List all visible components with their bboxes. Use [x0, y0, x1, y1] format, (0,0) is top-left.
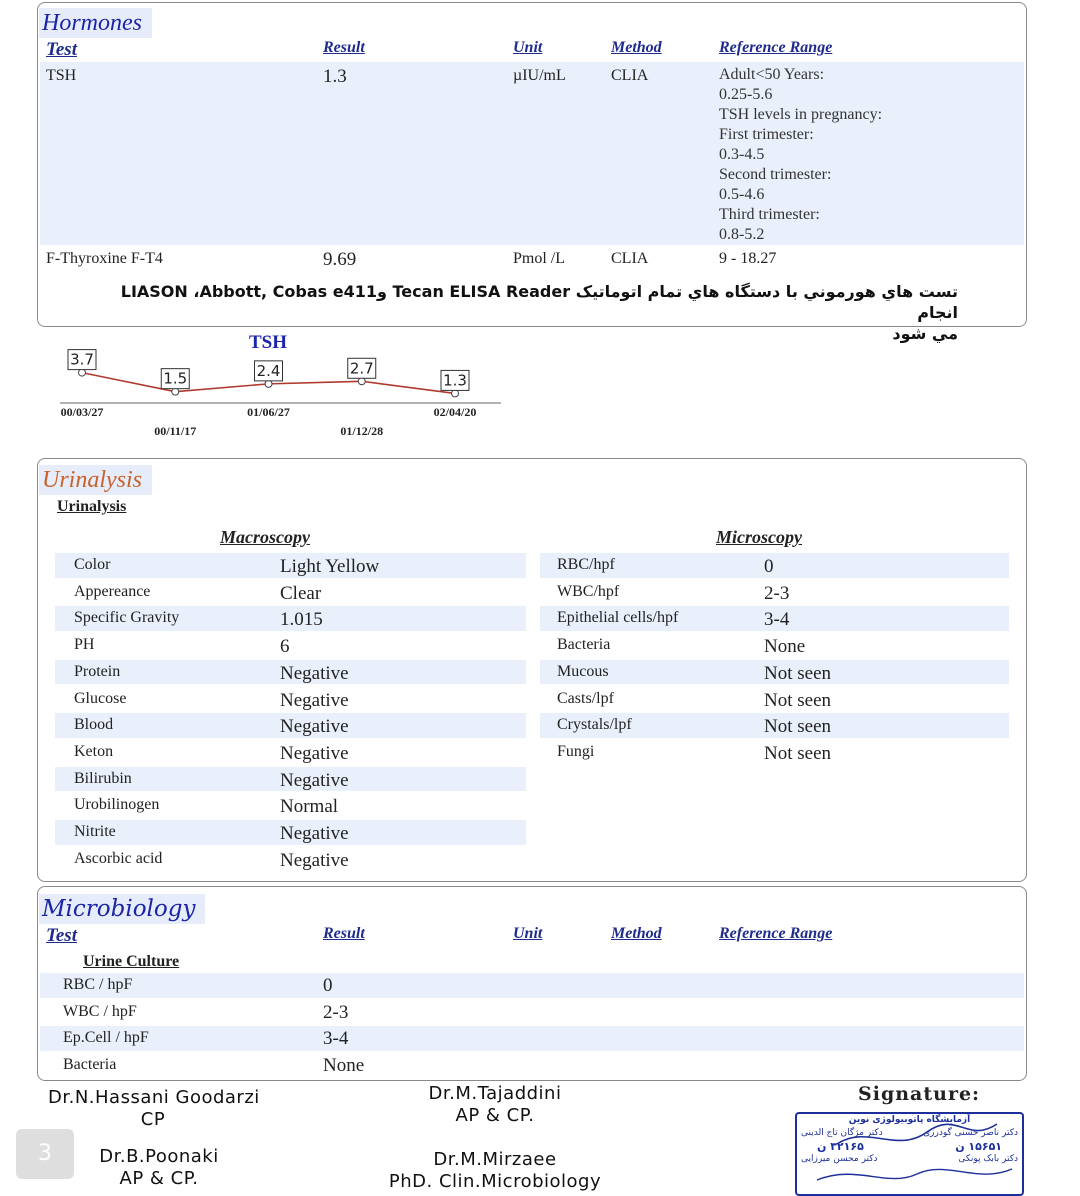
table-row: [55, 633, 526, 658]
doctor-4: [365, 1149, 625, 1193]
header-reference: Reference Range: [719, 39, 833, 56]
micro-header-result: Result: [323, 925, 365, 942]
stamp-line: دکتر بابک پونکی: [958, 1154, 1018, 1164]
table-row: [55, 847, 526, 872]
row-label: Protein: [74, 662, 121, 680]
tsh-reference-range: [719, 65, 882, 245]
row-value: Not seen: [764, 742, 832, 764]
doctor-name: Dr.N.Hassani Goodarzi: [48, 1087, 260, 1108]
table-row: [55, 606, 526, 631]
tsh-ref-line: 0.25-5.6: [719, 86, 773, 103]
row-label: Blood: [74, 716, 114, 734]
ft4-result: 9.69: [323, 249, 357, 270]
chart-title: TSH: [248, 332, 288, 353]
data-label: 3.7: [70, 350, 94, 369]
tsh-ref-line: 0.5-4.6: [719, 186, 765, 203]
table-row: [55, 793, 526, 818]
tsh-ref-line: 0.8-5.2: [719, 226, 765, 243]
row-value: Not seen: [764, 716, 832, 738]
row-label: Urobilinogen: [74, 796, 160, 814]
row-value: Normal: [280, 796, 339, 818]
culture-result: None: [323, 1054, 365, 1076]
doctor-2: [390, 1083, 600, 1127]
table-row: [40, 1000, 1024, 1025]
table-row: [40, 1053, 1024, 1078]
stamp-line: دکتر مژگان تاج الدینی: [801, 1128, 883, 1138]
row-label: Mucous: [557, 662, 609, 680]
row-label: Fungi: [557, 742, 595, 760]
doctor-3: [54, 1146, 264, 1190]
table-row: [55, 580, 526, 605]
row-value: 0: [764, 556, 774, 577]
note-line-2: مي شود: [892, 324, 958, 343]
table-row: [55, 687, 526, 712]
tsh-result: 1.3: [323, 66, 347, 87]
header-unit: Unit: [513, 39, 543, 56]
header-result: Result: [323, 39, 365, 56]
culture-result: 0: [323, 975, 333, 996]
row-value: 2-3: [764, 582, 790, 604]
tsh-trend-chart: [40, 330, 510, 442]
lab-stamp: [795, 1112, 1024, 1196]
data-label: 2.7: [349, 359, 374, 378]
microscopy-header: Microscopy: [716, 527, 802, 547]
table-row: [55, 820, 526, 845]
row-value: None: [764, 636, 806, 658]
handwritten-signature: [797, 1114, 1022, 1194]
data-point: [358, 378, 365, 385]
table-row: [55, 553, 526, 578]
table-row: [540, 606, 1009, 631]
header-method: Method: [611, 39, 662, 56]
doctor-title: AP & CP.: [119, 1168, 199, 1189]
ft4-test: F-Thyroxine F-T4: [46, 250, 163, 267]
micro-header-reference: Reference Range: [719, 925, 833, 942]
table-row: [540, 633, 1009, 658]
row-label: Epithelial cells/hpf: [557, 609, 679, 627]
row-label: WBC/hpf: [557, 582, 620, 600]
row-value: Light Yellow: [280, 556, 380, 577]
stamp-line: آزمایشگاه پاتوبیولوژی نوین: [848, 1115, 971, 1125]
row-label: PH: [74, 636, 95, 654]
table-row: [540, 580, 1009, 605]
doctor-name: Dr.B.Poonaki: [99, 1146, 219, 1167]
data-label: 2.4: [256, 361, 281, 380]
culture-test: RBC / hpF: [63, 976, 133, 993]
row-label: Keton: [74, 742, 114, 760]
row-label: Crystals/lpf: [557, 716, 632, 734]
row-value: Negative: [280, 742, 349, 764]
row-value: Negative: [280, 662, 349, 684]
data-point: [79, 369, 86, 376]
doctor-1: [48, 1087, 258, 1131]
row-value: Negative: [280, 716, 349, 738]
doctor-title: PhD. Clin.Microbiology: [388, 1171, 602, 1192]
header-test: Test: [46, 39, 77, 60]
row-value: Negative: [280, 823, 349, 844]
micro-header-unit: Unit: [513, 925, 543, 942]
culture-test: Bacteria: [63, 1055, 117, 1073]
doctor-title: AP & CP.: [455, 1105, 535, 1126]
x-tick-label: 02/04/20: [433, 405, 477, 419]
table-row: [540, 713, 1009, 738]
row-value: Not seen: [764, 662, 832, 684]
row-label: RBC/hpf: [557, 556, 615, 573]
row-value: Negative: [280, 769, 349, 791]
row-label: Specific Gravity: [74, 609, 180, 627]
doctor-name: Dr.M.Tajaddini: [428, 1083, 562, 1104]
row-label: Glucose: [74, 689, 127, 707]
data-point: [452, 390, 459, 397]
row-value: 1.015: [280, 609, 323, 631]
stamp-line: دکتر محسن میرزایی: [801, 1154, 878, 1164]
row-value: 6: [280, 636, 290, 658]
table-row: [540, 553, 1009, 578]
stamp-line: دکتر ناصر حسنی گودرزی: [923, 1128, 1018, 1138]
culture-test: Ep.Cell / hpF: [63, 1029, 149, 1046]
tsh-ref-line: Third trimester:: [719, 206, 820, 223]
note-line-1: تست هاي هورموني با دستگاه هاي تمام اتوماتيک Tecan ELISA Reader وLIASON ،Abbott, Cobas e411 انجام: [120, 282, 958, 322]
data-point: [172, 388, 179, 395]
culture-result: 2-3: [323, 1001, 349, 1023]
ft4-method: CLIA: [611, 250, 649, 267]
table-row: [540, 740, 1009, 765]
doctor-title: CP: [140, 1109, 166, 1130]
row-label: Appereance: [74, 582, 151, 600]
x-tick-label: 00/03/27: [60, 405, 104, 419]
microbiology-title: Microbiology: [39, 894, 205, 924]
data-label: 1.5: [163, 369, 188, 388]
tsh-ref-line: First trimester:: [719, 126, 814, 143]
table-row: [55, 713, 526, 738]
table-row: [540, 687, 1009, 712]
data-label: 1.3: [443, 371, 467, 390]
row-label: Bacteria: [557, 636, 611, 654]
stamp-line: ۱۵۶۵۱ ن: [955, 1140, 1002, 1153]
stamp-line: ۳۲۱۶۵ ن: [817, 1140, 864, 1153]
row-value: Clear: [280, 582, 322, 604]
tsh-test: TSH: [46, 67, 77, 84]
x-tick-label: 00/11/17: [154, 424, 197, 438]
row-value: 3-4: [764, 609, 790, 631]
table-row: [40, 973, 1024, 998]
tsh-ref-line: TSH levels in pregnancy:: [719, 106, 883, 123]
table-row: [55, 660, 526, 685]
row-label: Casts/lpf: [557, 689, 614, 707]
micro-header-test: Test: [46, 925, 77, 946]
row-label: Nitrite: [74, 823, 116, 840]
row-value: Negative: [280, 689, 349, 711]
tsh-ref-line: 0.3-4.5: [719, 146, 765, 163]
x-tick-label: 01/06/27: [247, 405, 290, 419]
culture-result: 3-4: [323, 1028, 349, 1049]
urinalysis-title: Urinalysis: [39, 465, 152, 495]
tsh-ref-line: Second trimester:: [719, 166, 832, 183]
page-number-badge[interactable]: [16, 1129, 74, 1179]
ft4-reference-range: 9 - 18.27: [719, 250, 777, 267]
table-row: [40, 1026, 1024, 1051]
urine-culture-label: Urine Culture: [83, 953, 180, 970]
table-row: [55, 767, 526, 792]
tsh-ref-line: Adult<50 Years:: [719, 66, 825, 83]
row-label: Bilirubin: [74, 769, 132, 787]
table-row: [55, 740, 526, 765]
macroscopy-header: Macroscopy: [220, 527, 310, 547]
data-point: [265, 380, 272, 387]
tsh-unit: µIU/mL: [513, 67, 566, 84]
urinalysis-subtitle: Urinalysis: [57, 498, 127, 515]
table-row: [540, 660, 1009, 685]
page-number: 3: [38, 1141, 52, 1166]
doctor-name: Dr.M.Mirzaee: [433, 1149, 557, 1170]
row-value: Negative: [280, 849, 349, 871]
row-value: Not seen: [764, 689, 832, 711]
row-label: Ascorbic acid: [74, 849, 163, 867]
x-tick-label: 01/12/28: [340, 424, 384, 438]
micro-header-method: Method: [611, 925, 662, 942]
hormones-title: Hormones: [39, 8, 152, 38]
culture-test: WBC / hpF: [63, 1002, 137, 1020]
signature-label: Signature:: [858, 1083, 981, 1105]
ft4-unit: Pmol /L: [513, 250, 566, 267]
tsh-method: CLIA: [611, 67, 649, 84]
row-label: Color: [74, 556, 111, 573]
